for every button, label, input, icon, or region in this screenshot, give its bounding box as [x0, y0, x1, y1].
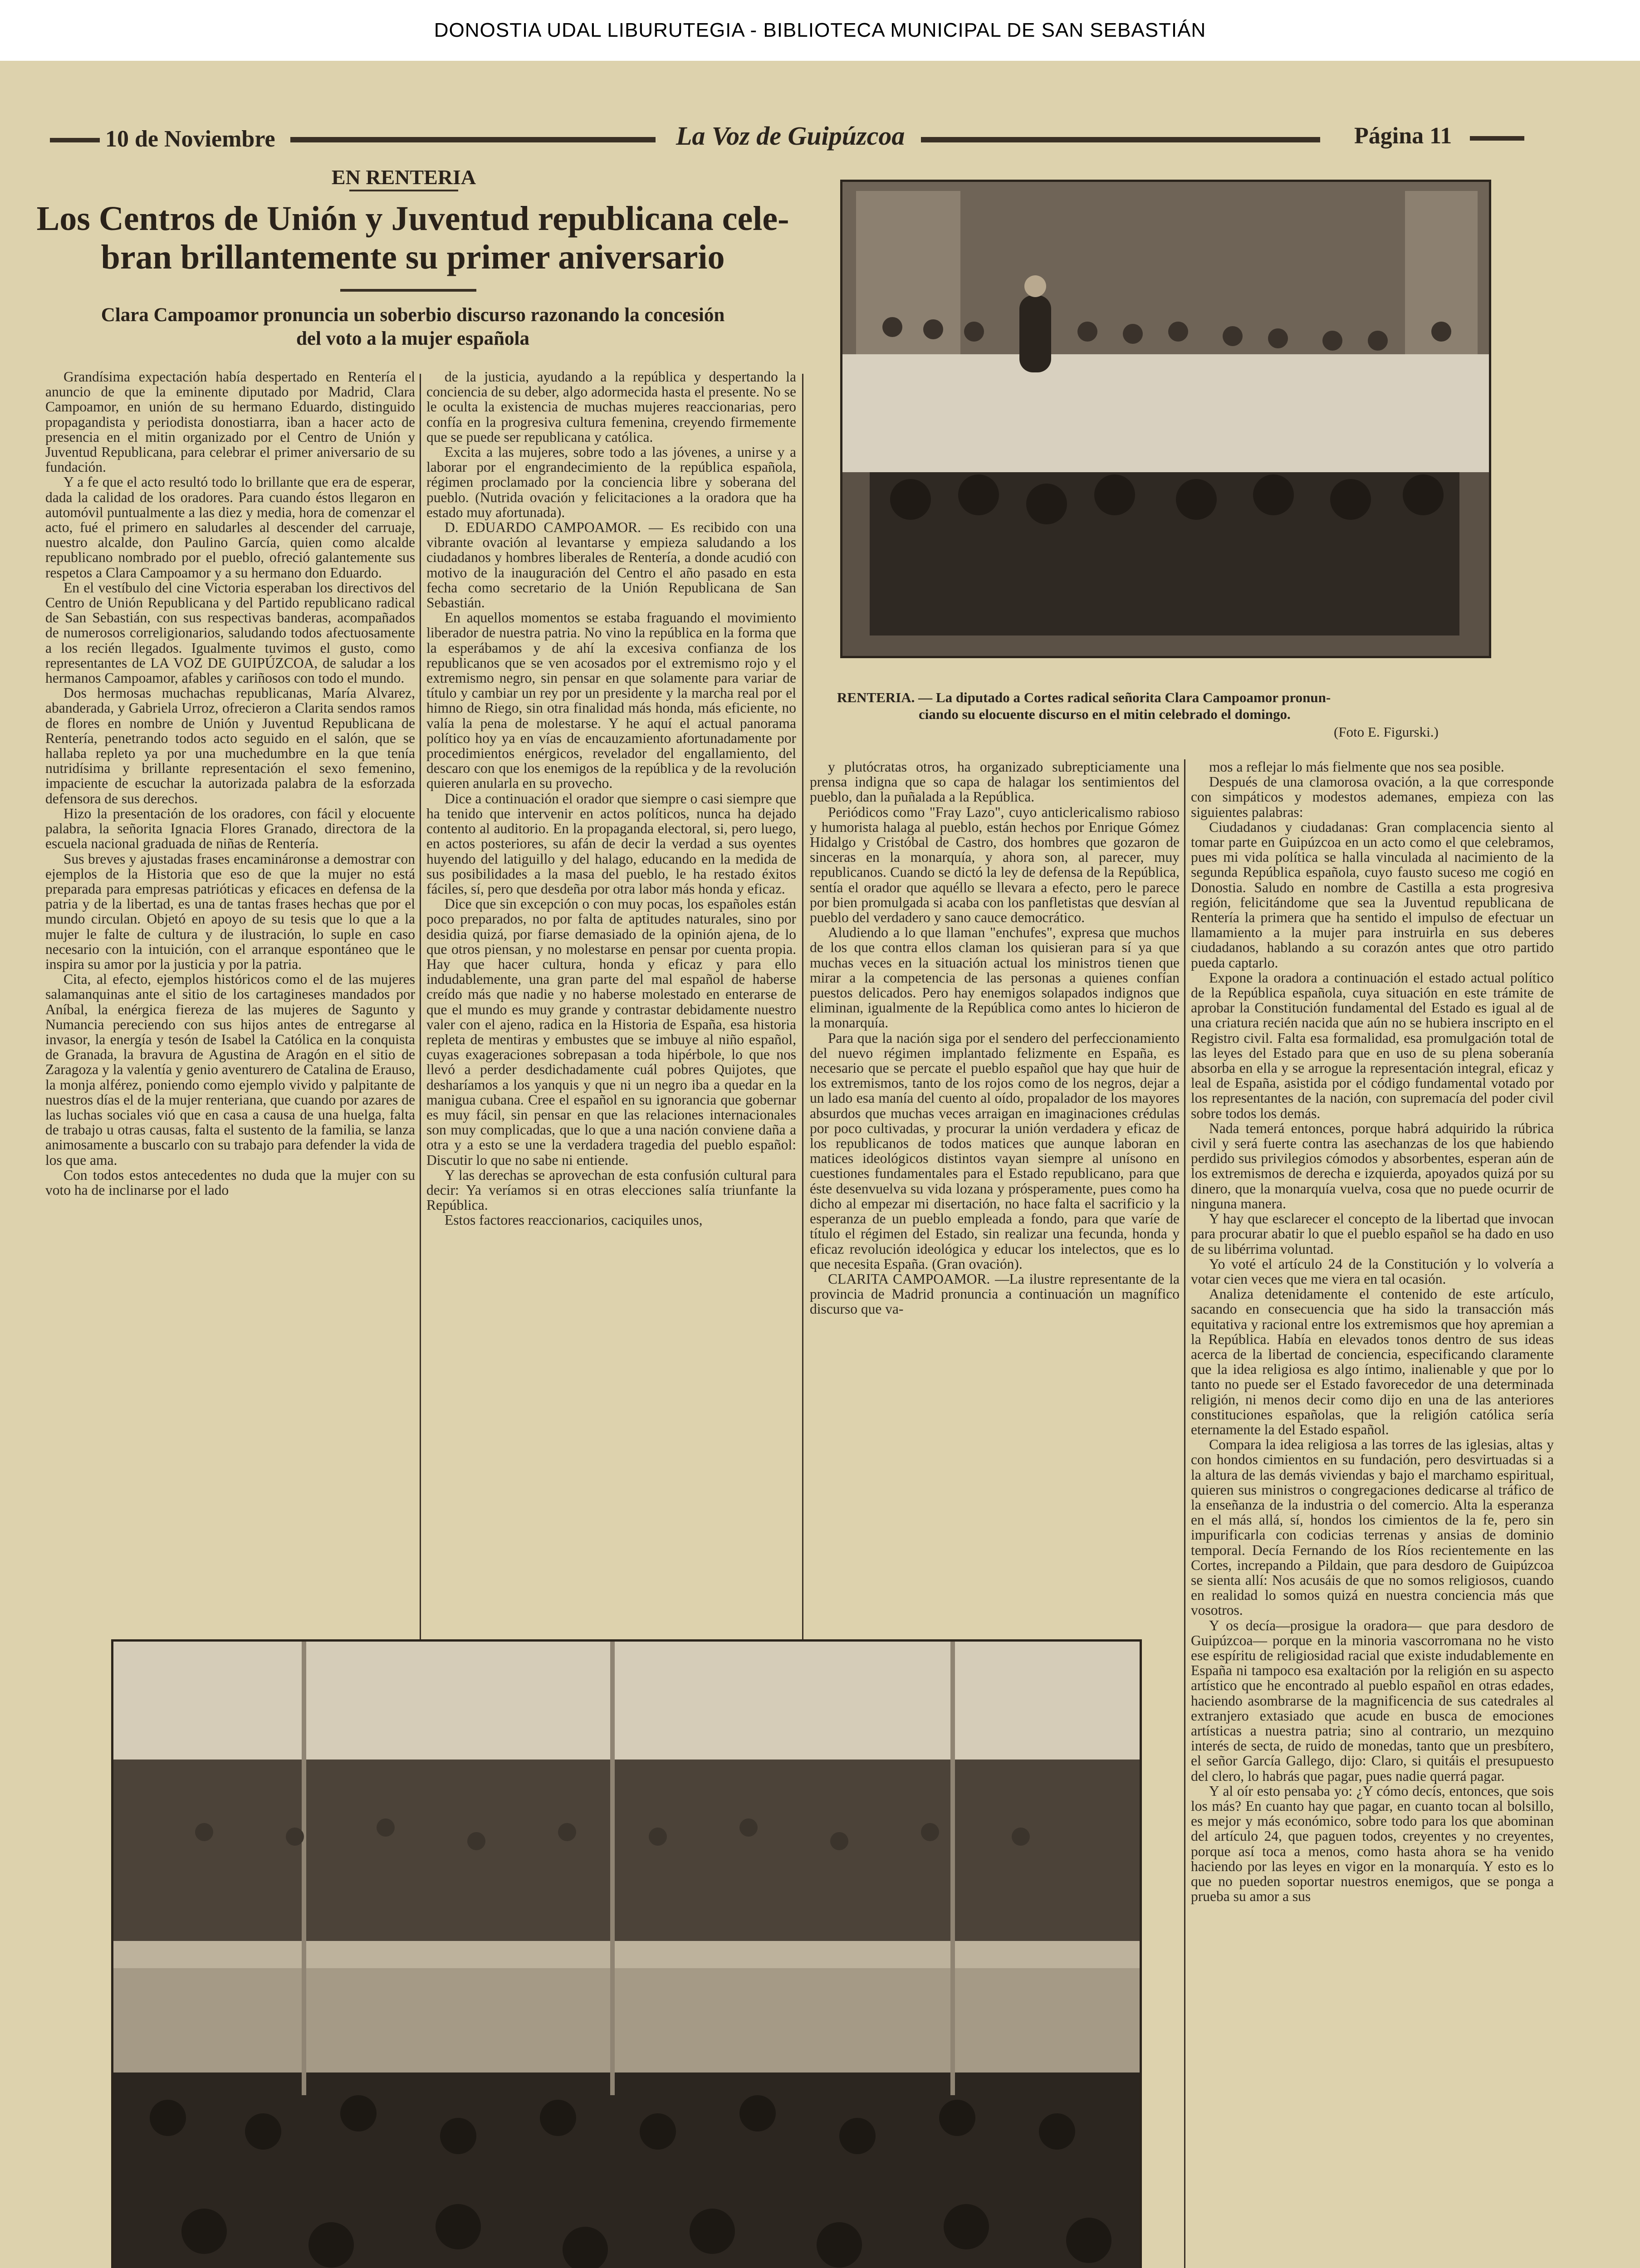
article-paragraph: Con todos estos antecedentes no duda que la mujer con su voto ha de inclinarse por el lado — [45, 1167, 415, 1198]
article-paragraph: Grandísima expectación había despertado en Rentería el anuncio de que la eminente diputado por Madrid, Clara Campoamor, en unión de su hermano Eduardo, distinguido propagandista y periodista donostiarra, iban a hacer acto de presencia en el mitin organizado por el Centro de Unión y Juventud Republicana, para celebrar el primer aniversario de su fundación. — [45, 369, 415, 475]
article-column-4 — [1191, 759, 1554, 2268]
subhead-line-1: Clara Campoamor pronuncia un soberbio discurso razonando la concesión — [101, 304, 725, 326]
article-paragraph: D. EDUARDO CAMPOAMOR. — Es recibido con una vibrante ovación al levantarse y empieza saludando a los ciudadanos y hombres liberales de Rentería, a donde acudió con motivo de la inauguración del Centro el año pasado en esta fecha como secretario de la Unión Republicana de San Sebastián. — [426, 519, 796, 611]
location-rule — [349, 190, 458, 191]
article-paragraph: En aquellos momentos se estaba fraguando el movimiento liberador de nuestra patria. No vino la república en la forma que la esperábamos y de ahí la excesiva confianza de los republicanos que se ven acosados por el extremismo rojo y el extremismo negro, sin pensar en que solamente para variar de título y cambiar un rey por un presidente y la marcha real por el himno de Riego, sin otra finalidad más honda, más eficiente, no valía la pena de molestarse. Y he aquí el actual panorama político hoy ya en vías de encauzamiento afortunadamente por procedimientos enérgicos, revelador del engallamiento, del descaro con que los enemigos de la república y de la revolución quieren anularla en su provecho. — [426, 610, 796, 792]
column-divider-2 — [802, 374, 803, 1653]
audience-photo — [111, 1639, 1142, 2268]
article-paragraph: Periódicos como "Fray Lazo", cuyo anticlericalismo rabioso y humorista halaga al pueblo, están hechos por Enrique Gómez Hidalgo y Cristóbal de Castro, dos hombres que gozaron de sinceras en la monarquía, y ahora son, al parecer, muy republicanos. Cuando se dictó la ley de defensa de la República, sentía el orador que aquéllo se llevara a efecto, pero le parece por bien promulgada si acaba con los panfletistas que desvían al pueblo del verdadero y sano cauce democrático. — [810, 804, 1180, 926]
library-banner-text: DONOSTIA UDAL LIBURUTEGIA - BIBLIOTECA MUNICIPAL DE SAN SEBASTIÁN — [434, 19, 1206, 41]
article-paragraph: Para que la nación siga por el sendero del perfeccionamiento del nuevo régimen implantado felizmente en España, es necesario que se percate el pueblo español que hay que huir de los extremismos, tanto de los rojos como de los negros, dejar a un lado esa manía del cuento al oído, propalador de los mayores absurdos que muchas veces arraigan en imaginaciones crédulas por poco cultivadas, y procurar la unión verdadera y eficaz de los republicanos de todos matices que aunque laboran en matices ideológicos distintos vayan siempre al unísono en cuestiones fundamentales para el Estado republicano, para que éste desenvuelva su vida lozana y prósperamente, pues como ha dicho al empezar mi disertación, no hace falta el sacrificio y la esperanza de un pueblo empleada a fondo, para que varíe de título el régimen del Estado, sin realizar una fecunda, honda y eficaz revolución ideológica y educar los intelectos, que es lo que necesita España. (Gran ovación). — [810, 1030, 1180, 1272]
headline-rule — [340, 289, 476, 292]
speaker-photo-caption-line-2: ciando su elocuente discurso en el mitin celebrado el domingo. — [919, 706, 1291, 722]
article-paragraph: Y a fe que el acto resultó todo lo brillante que era de esperar, dada la calidad de los oradores. Para cuando éstos llegaron en automóvil puntualmente a las diez y media, hora de comenzar el acto, fué el primero en saludarles al descender del carruaje, nuestro alcalde, don Paulino García, quien como alcalde republicano nombrado por el pueblo, ofreció galantemente sus respetos a Clara Campoamor y a su hermano don Eduardo. — [45, 474, 415, 581]
article-paragraph: Yo voté el artículo 24 de la Constitución y lo volvería a votar cien veces que me viera en tal ocasión. — [1191, 1256, 1554, 1287]
article-column-3 — [810, 759, 1180, 1603]
article-paragraph: Compara la idea religiosa a las torres de las iglesias, altas y con hondos cimientos en su fundación, pero desvirtuadas si a la altura de las demás viviendas y bajo el marchamo espiritual, quieren sus ministros o congregaciones dedicarse al tráfico de la enseñanza de la industria o del comercio. Alta la esperanza en el más allá, sí, hondos los cimientos de la fe, pero sin impurificarla con codicias terrenas y ansias de dominio temporal. Decía Fernando de los Ríos recientemente en las Cortes, increpando a Pildain, que para desdoro de Guipúzcoa se sienta allí: Nos acusáis de que no somos religiosos, cuando en realidad lo somos quizá en nuestra conciencia más que vosotros. — [1191, 1437, 1554, 1618]
masthead-date: 10 de Noviembre — [105, 126, 275, 152]
article-paragraph: Analiza detenidamente el contenido de este artículo, sacando en consecuencia que ha sido la transacción más equitativa y racional entre los extremismos que hoy apremian a la República. Había en elevados tonos dentro de sus ideas acerca de la libertad de conciencia, especificando claramente que la idea religiosa es algo íntimo, inalienable y que por lo tanto no puede ser el Estado favorecedor de una determinada religión, ni menos decir como dijo en una de las anteriores constituciones españolas, que la religión católica sería eternamente la del Estado español. — [1191, 1286, 1554, 1437]
article-paragraph: En el vestíbulo del cine Victoria esperaban los directivos del Centro de Unión Republicana y del Partido republicano radical de San Sebastián, con sus respectivas banderas, acompañados de numerosos correligionarios, saludando todos afectuosamente a los recién llegados. Igualmente tuvimos el gusto, como representantes de LA VOZ DE GUIPÚZCOA, de saludar a los hermanos Campoamor, afables y cariñosos con todo el mundo. — [45, 579, 415, 686]
headline-line-2: bran brillantemente su primer aniversario — [101, 238, 725, 276]
article-paragraph: Y os decía—prosigue la oradora— que para desdoro de Guipúzcoa— porque en la minoria vascorromana no he visto ese espíritu de religiosidad racial que existe indudablemente en España ni tampoco esa exaltación por la religión en su aspecto artístico que he encontrado al pueblo español en otras edades, haciendo asombrarse de la magnificencia de sus catedrales al extranjero extasiado que acude en busca de emociones artísticas a nuestra patria; sino al contrario, un mezquino interés de secta, de ruido de monedas, tanto que un presbítero, el señor García Gallego, dijo: Claro, si quitáis el presupuesto del clero, lo habrás que pagar, pues nadie querrá pagar. — [1191, 1617, 1554, 1784]
article-paragraph: Dice que sin excepción o con muy pocas, los españoles están poco preparados, no por falta de aptitudes naturales, sino por desidia quizá, por fiarse demasiado de la opinión ajena, de lo que otros piensan, y no molestarse en pensar por cuenta propia. Hay que hacer cultura, honda y eficaz y para ello indudablemente, una gran parte del mal español de haberse creído más que nadie y no haberse molestado en enterarse de que el mundo es muy grande y contrastar debidamente nuestro valer con el ajeno, radica en la Historia de España, esa historia repleta de mentiras y embustes que se imbuye al niño español, cuyas exageraciones sobrepasan a toda hipérbole, lo que nos llevó a perder desdichadamente cuál pobres Quijotes, que desharíamos a los yanquis y que ni un negro iba a quedar en la manigua cubana. Cree el español en su ignorancia que gobernar es muy fácil, sin pensar en que las relaciones internacionales son muy complicadas, que lo que a una nación conviene daña a otra y a esto se une la verdadera tragedia del pueblo español: Discutir lo que no sabe ni entiende. — [426, 896, 796, 1168]
article-paragraph: mos a reflejar lo más fielmente que nos sea posible. — [1209, 759, 1504, 775]
article-paragraph: Sus breves y ajustadas frases encamináronse a demostrar con ejemplos de la Historia que eso de que la mujer no está preparada para empresas patrióticas y eficaces en defensa de la patria y de la libertad, es una de tantas frases hechas que por el mundo circulan. Objetó en apoyo de su tesis que lo que a la mujer le falte de cultura y de ilustración, lo suple en caso necesario con la intuición, con el arranque espontáneo que le inspira su amor por la justicia y por la patria. — [45, 850, 415, 972]
article-paragraph: Cita, al efecto, ejemplos históricos como el de las mujeres salamanquinas ante el sitio de los cartagineses mandados por Aníbal, la enérgica fiereza de las mujeres de Sagunto y Numancia pereciendo con sus hijos antes de entregarse al invasor, la energía y tesón de Isabel la Católica en la conquista de Granada, la bravura de Agustina de Aragón en el sitio de Zaragoza y la valentía y genio aventurero de Catalina de Erauso, la monja alférez, poniendo como ejemplo vivido y palpitante de nuestros días el de la mujer renteriana, que cuando por azares de las luchas sociales vió que en casa a causa de una huelga, falta de trabajo u otras causas, falta el sustento de la familia, se lanza animosamente a buscarlo con su trabajo para defender la vida de los que ama. — [45, 971, 415, 1168]
article-paragraph: Expone la oradora a continuación el estado actual político de la República española, cuya situación en este trámite de aprobar la Constitución fundamental del Estado es igual al de una criatura recién nacida que aún no se hubiera inscripto en el Registro civil. Falta esa formalidad, esa promulgación total de las leyes del Estado para que en uso de su plena soberanía absorba en ella y se arrogue la representación integral, eficaz y leal de España, asistida por el código fundamental votado por los representantes de la nación, con supremacía del poder civil sobre todos los demás. — [1191, 969, 1554, 1121]
article-paragraph: Aludiendo a lo que llaman "enchufes", expresa que muchos de los que contra ellos claman los quisieran para sí ya que muchas veces en la situación actual los ministros tienen que mirar a la competencia de las personas a quienes confían puestos delicados. Pero hay enemigos solapados indignos que eliminan, igualmente de la República como antes lo hicieron de la monarquía. — [810, 924, 1180, 1031]
subhead-line-2: del voto a la mujer española — [296, 328, 529, 349]
article-paragraph: Dos hermosas muchachas republicanas, María Alvarez, abanderada, y Gabriela Urroz, ofrecieron a Clarita sendos ramos de flores en nombre de Unión y Juventud Republicana de Rentería, penetrando todos acto seguido en el salón, que se hallaba repleto ya por una muchedumbre en la que tenía nutridísima y brillante representación el sexo femenino, impaciente de escuchar la autorizada palabra de la esforzada defensora de sus derechos. — [45, 685, 415, 807]
audience-photo-image — [113, 1642, 1140, 2268]
masthead-page-number: Página 11 — [1354, 123, 1452, 149]
column-divider-1 — [420, 374, 421, 1653]
masthead-rule-center-right — [921, 137, 1320, 142]
column-divider-3 — [1184, 759, 1185, 2268]
library-banner — [0, 0, 1640, 61]
article-paragraph: Después de una clamorosa ovación, a la que corresponde con simpáticos y modestos ademanes, empieza con las siguientes palabras: — [1191, 774, 1554, 820]
article-paragraph: Estos factores reaccionarios, caciquiles unos, — [445, 1212, 703, 1228]
speaker-photo-credit: (Foto E. Figurski.) — [1334, 724, 1439, 740]
article-paragraph: CLARITA CAMPOAMOR. —La ilustre representante de la provincia de Madrid pronuncia a continuación un magnífico discurso que va- — [810, 1271, 1180, 1317]
headline-line-1: Los Centros de Unión y Juventud republicana cele- — [36, 200, 789, 238]
masthead-newspaper-title: La Voz de Guipúzcoa — [676, 121, 905, 151]
article-paragraph: Y al oír esto pensaba yo: ¿Y cómo decís, entonces, que sois los más? En cuanto hay que pagar, en cuanto tocan al bolsillo, es mejor y más económico, sobre todo para los que abominan del artículo 24, que paguen todos, creyentes y no creyentes, porque así toca a menos, como hasta ahora se ha venido haciendo por las leyes en vigor en la monarquía. Y esto es lo que no pueden soportar nuestros enemigos, que se ponga a prueba su amor a sus — [1191, 1783, 1554, 1905]
article-paragraph: Nada temerá entonces, porque habrá adquirido la rúbrica civil y será fuerte contra las asechanzas de los que habiendo perdido sus privilegios cómodos y absorbentes, esperan aún de los extremismos de derecha e izquierda, apoyados quizá por su dinero, que la monarquía vuelva, cosa que no puede ocurrir de ninguna manera. — [1191, 1120, 1554, 1212]
masthead-rule-right — [1470, 136, 1524, 141]
article-paragraph: y plutócratas otros, ha organizado subrepticiamente una prensa indigna que so capa de halagar los sentimientos del pueblo, dan la puñalada a la República. — [810, 759, 1180, 805]
article-paragraph: Y las derechas se aprovechan de esta confusión cultural para decir: Ya veríamos si en otras elecciones salía triunfante la República. — [426, 1167, 796, 1213]
speaker-photo — [840, 180, 1491, 658]
article-column-1 — [45, 369, 415, 1603]
article-paragraph: Hizo la presentación de los oradores, con fácil y elocuente palabra, la señorita Ignacia Flores Granado, directora de la escuela nacional graduada de niñas de Rentería. — [45, 805, 415, 852]
speaker-photo-image — [842, 182, 1489, 656]
article-paragraph: Y hay que esclarecer el concepto de la libertad que invocan para procurar abatir lo que el pueblo español se ha dado en uso de su libérrima voluntad. — [1191, 1211, 1554, 1257]
article-paragraph: Excita a las mujeres, sobre todo a las jóvenes, a unirse y a laborar por el engrandecimiento de la república española, régimen proclamado por la conciencia libre y soberana del pueblo. (Nutrida ovación y felicitaciones a la oradora que ha estado muy afortunada). — [426, 444, 796, 520]
newspaper-page — [0, 61, 1640, 2268]
masthead-rule-center-left — [290, 137, 656, 142]
masthead-rule-left — [50, 138, 100, 142]
article-paragraph: Ciudadanos y ciudadanas: Gran complacencia siento al tomar parte en Guipúzcoa en un acto como el que celebramos, pues mi vida política se halla vinculada al nacimiento de la segunda República española, cuyo fausto suceso me cogió en Donostia. Saludo en nombre de Castilla a esta progresiva región, felicitándome que sea la Juventud republicana de Rentería la primera que ha sentido el impulso de efectuar un llamamiento a la mujer para instruirla en sus deberes ciudadanos, hablando a su corazón antes que otro partido pueda captarlo. — [1191, 819, 1554, 971]
article-location: EN RENTERIA — [331, 166, 476, 189]
article-paragraph: de la justicia, ayudando a la república y despertando la conciencia de su deber, algo adormecida hasta el presente. No se le oculta la existencia de muchas mujeres reaccionarias, pero confía en la progresiva cultura femenina, creyendo firmemente que se puede ser republicana y católica. — [426, 369, 796, 445]
article-paragraph: Dice a continuación el orador que siempre o casi siempre que ha tenido que intervenir en actos políticos, nunca ha dejado contento al auditorio. En la propaganda electoral, si, pero luego, en actos posteriores, su afán de decir la verdad a sus oyentes huyendo del latiguillo y del halago, educando en la medida de sus posibilidades a la masa del pueblo, le ha restado éxitos fáciles, sí, pero que desdeña por otra labor más honda y eficaz. — [426, 790, 796, 897]
article-column-2 — [426, 369, 796, 1603]
speaker-photo-caption-line-1: RENTERIA. — La diputado a Cortes radical señorita Clara Campoamor pronun- — [837, 689, 1331, 705]
